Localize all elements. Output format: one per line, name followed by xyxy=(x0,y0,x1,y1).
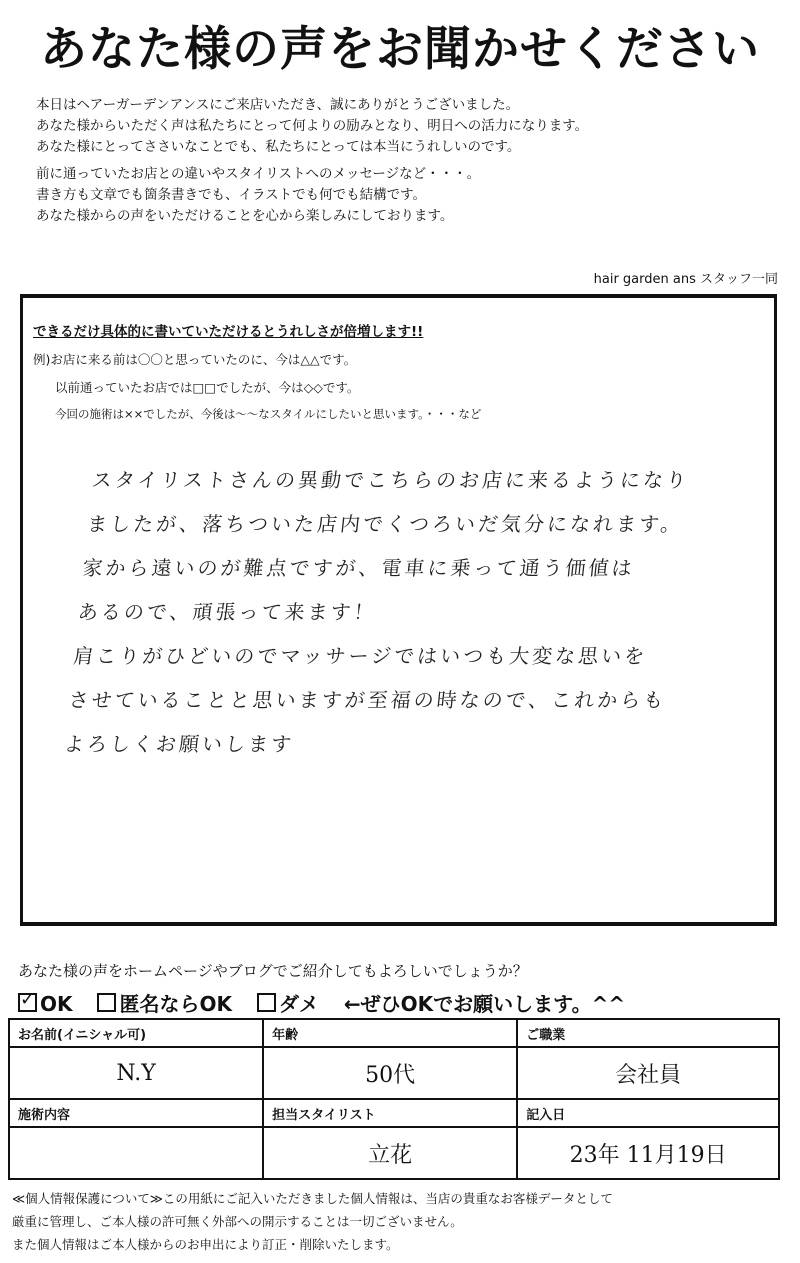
page-title: あなた様の声をお聞かせください xyxy=(40,22,760,77)
example-line: 以前通っていたお店では□□でしたが、今は◇◇です。 xyxy=(55,380,360,395)
consent-option-no[interactable] xyxy=(257,992,319,1016)
date-label: 記入日 xyxy=(517,1099,779,1127)
handwritten-line: 肩こりがひどいのでマッサージではいつも大変な思いを xyxy=(72,644,649,668)
handwritten-line: よろしくお願いします xyxy=(62,732,296,756)
consent-option-label: 匿名ならOK xyxy=(119,992,232,1016)
consent-note: ←ぜひOKでお願いします。^^ xyxy=(343,992,626,1016)
handwritten-line: 家から遠いのが難点ですが、電車に乗って通う価値は xyxy=(81,556,636,580)
example-line: 今回の施術は××でしたが、今後は～～なスタイルにしたいと思います。・・・など xyxy=(55,407,482,421)
handwritten-line: ましたが、落ちついた店内でくつろいだ気分になれます。 xyxy=(85,512,685,536)
intro-text xyxy=(36,95,776,227)
job-label: ご職業 xyxy=(517,1019,779,1047)
comment-box-heading: できるだけ具体的に書いていただけるとうれしさが倍増します!! xyxy=(33,324,424,340)
comment-box[interactable] xyxy=(20,294,777,926)
intro-line: あなた様にとってささいなことでも、私たちにとっては本当にうれしいのです。 xyxy=(36,139,521,155)
checked-checkbox-icon[interactable] xyxy=(18,993,37,1012)
service-field[interactable] xyxy=(9,1127,263,1179)
privacy-line: ≪個人情報保護について≫この用紙にご記入いただきました個人情報は、当店の貴重なお客様データとして xyxy=(12,1191,613,1206)
handwritten-comment xyxy=(62,458,774,766)
checkbox-icon[interactable] xyxy=(97,993,116,1012)
handwritten-line: あるので、頑張って来ます！ xyxy=(76,600,378,624)
age-field[interactable]: 50代 xyxy=(263,1047,517,1099)
intro-line: 前に通っていたお店との違いやスタイリストへのメッセージなど・・・。 xyxy=(36,166,481,182)
service-label: 施術内容 xyxy=(9,1099,263,1127)
consent-option-anonymous[interactable] xyxy=(97,992,232,1016)
staff-signature: hair garden ans スタッフ一同 xyxy=(593,272,778,287)
name-field[interactable]: N.Y xyxy=(9,1047,263,1099)
intro-line: あなた様からの声をいただけることを心から楽しみにしております。 xyxy=(36,208,454,224)
name-label: お名前(イニシャル可) xyxy=(9,1019,263,1047)
customer-info-table xyxy=(8,1018,780,1180)
handwritten-line: させていることと思いますが至福の時なので、これからも xyxy=(67,688,668,712)
date-field[interactable]: 23年 11月19日 xyxy=(517,1127,779,1179)
privacy-line: 厳重に管理し、ご本人様の許可無く外部への開示することは一切ございません。 xyxy=(12,1214,463,1229)
age-label: 年齢 xyxy=(263,1019,517,1047)
consent-option-label: ダメ xyxy=(278,992,319,1016)
stylist-label: 担当スタイリスト xyxy=(263,1099,517,1127)
intro-line: 書き方も文章でも箇条書きでも、イラストでも何でも結構です。 xyxy=(36,187,427,203)
intro-line: 本日はヘアーガーデンアンスにご来店いただき、誠にありがとうございました。 xyxy=(36,97,520,113)
stylist-field[interactable]: 立花 xyxy=(263,1127,517,1179)
job-field[interactable]: 会社員 xyxy=(517,1047,779,1099)
consent-options xyxy=(18,988,625,1017)
example-line: 例)お店に来る前は〇〇と思っていたのに、今は△△です。 xyxy=(33,352,357,367)
consent-option-label: OK xyxy=(40,992,73,1016)
consent-option-ok[interactable] xyxy=(18,992,73,1016)
intro-line: あなた様からいただく声は私たちにとって何よりの励みとなり、明日への活力になります。 xyxy=(36,118,589,134)
consent-question: あなた様の声をホームページやブログでご紹介してもよろしいでしょうか？ xyxy=(18,962,528,980)
privacy-line: また個人情報はご本人様からのお申出により訂正・削除いたします。 xyxy=(12,1237,399,1252)
checkbox-icon[interactable] xyxy=(257,993,276,1012)
handwritten-line: スタイリストさんの異動でこちらのお店に来るようになり xyxy=(90,468,691,492)
privacy-notice xyxy=(12,1187,788,1256)
